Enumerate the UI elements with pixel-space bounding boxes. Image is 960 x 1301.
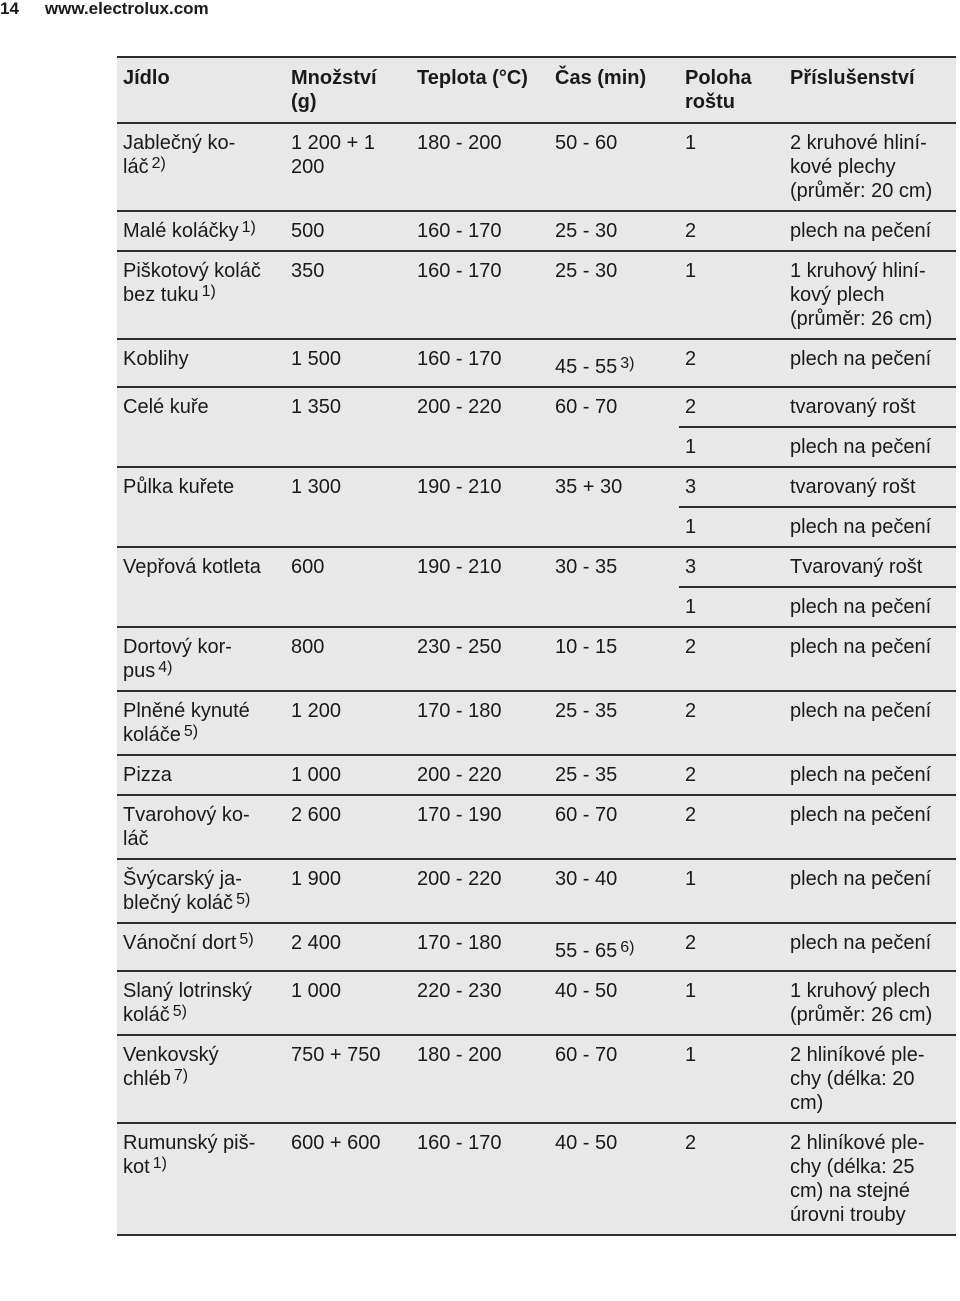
accessory-cell	[784, 123, 956, 211]
time-cell	[549, 467, 679, 547]
header-position: Poloha roštu	[685, 67, 752, 113]
food-cell	[117, 251, 285, 339]
table-row	[117, 467, 956, 507]
time-cell-text: 55 - 65	[555, 940, 618, 962]
food-footnote: 1)	[152, 1155, 167, 1172]
temperature-cell-text: 160 - 170	[417, 220, 502, 242]
time-cell	[549, 1123, 679, 1235]
position-cell	[679, 691, 784, 755]
food-cell-text: Vánoční dort	[123, 932, 237, 954]
position-cell	[679, 795, 784, 859]
page-url: www.electrolux.com	[44, 0, 209, 18]
food-cell	[117, 691, 285, 755]
food-cell	[117, 123, 285, 211]
food-cell-text: Slaný lotrinský koláč	[123, 980, 252, 1026]
food-cell-text: Malé koláčky	[123, 220, 239, 242]
accessory-cell-text: plech na pečení	[790, 516, 932, 538]
food-cell-text: Venkovský chléb	[123, 1044, 219, 1090]
position-cell	[679, 627, 784, 691]
time-cell	[549, 339, 679, 387]
position-cell	[679, 251, 784, 339]
table-row	[117, 755, 956, 795]
quantity-cell	[285, 339, 411, 387]
food-footnote: 5)	[239, 931, 254, 948]
food-cell	[117, 467, 285, 547]
table-row	[117, 795, 956, 859]
header-quantity: Množství (g)	[291, 67, 377, 113]
time-cell-text: 25 - 30	[555, 260, 618, 282]
position-cell	[679, 547, 784, 587]
table-row	[117, 211, 956, 251]
temperature-cell	[411, 795, 549, 859]
time-cell	[549, 691, 679, 755]
accessory-cell-text: 1 kruhový plech (průměr: 26 cm)	[790, 980, 933, 1026]
position-cell-text: 2	[685, 636, 697, 658]
quantity-cell	[285, 387, 411, 467]
accessory-cell	[784, 627, 956, 691]
food-cell-text: Celé kuře	[123, 396, 209, 418]
time-cell-text: 45 - 55	[555, 356, 618, 378]
temperature-cell-text: 160 - 170	[417, 1132, 502, 1154]
cooking-table	[117, 56, 956, 1236]
time-cell-text: 40 - 50	[555, 980, 618, 1002]
temperature-cell	[411, 923, 549, 971]
time-cell	[549, 251, 679, 339]
position-cell	[679, 123, 784, 211]
quantity-cell-text: 600	[291, 556, 325, 578]
time-cell	[549, 627, 679, 691]
accessory-cell-text: 2 hliníkové ple- chy (délka: 20 cm)	[790, 1044, 925, 1114]
position-cell-text: 2	[685, 700, 697, 722]
temperature-cell-text: 180 - 200	[417, 132, 502, 154]
food-cell-text: Rumunský piš- kot	[123, 1132, 256, 1178]
accessory-cell-text: plech na pečení	[790, 348, 932, 370]
food-footnote: 7)	[173, 1067, 189, 1084]
quantity-cell-text: 500	[291, 220, 325, 242]
food-cell-text: Plněné kynuté koláče	[123, 700, 250, 746]
food-cell-text: Pizza	[123, 764, 172, 786]
position-cell	[679, 339, 784, 387]
food-footnote: 5)	[172, 1003, 187, 1020]
header-food: Jídlo	[123, 67, 170, 89]
food-footnote: 4)	[158, 659, 173, 676]
accessory-cell	[784, 691, 956, 755]
food-footnote: 1)	[201, 283, 216, 300]
time-cell-text: 60 - 70	[555, 396, 618, 418]
temperature-cell	[411, 467, 549, 547]
food-cell-text: Koblihy	[123, 348, 189, 370]
accessory-cell	[784, 467, 956, 507]
food-cell	[117, 755, 285, 795]
position-cell	[679, 211, 784, 251]
time-cell-text: 40 - 50	[555, 1132, 618, 1154]
food-cell	[117, 1035, 285, 1123]
accessory-cell	[784, 859, 956, 923]
quantity-cell-text: 1 900	[291, 868, 342, 890]
quantity-cell-text: 1 300	[291, 476, 342, 498]
accessory-cell	[784, 387, 956, 427]
quantity-cell-text: 2 400	[291, 932, 342, 954]
position-cell-text: 2	[685, 804, 697, 826]
accessory-cell-text: 2 kruhové hliní- kové plechy (průměr: 20 cm)	[790, 132, 933, 202]
time-cell-text: 50 - 60	[555, 132, 618, 154]
table-row	[117, 1035, 956, 1123]
time-cell-text: 30 - 35	[555, 556, 618, 578]
temperature-cell	[411, 251, 549, 339]
temperature-cell	[411, 971, 549, 1035]
position-cell	[679, 971, 784, 1035]
position-cell-text: 1	[685, 436, 697, 458]
time-footnote: 6)	[620, 939, 635, 956]
food-cell	[117, 923, 285, 971]
position-cell-text: 2	[685, 348, 697, 370]
accessory-cell-text: tvarovaný rošt	[790, 476, 916, 498]
food-cell-text: Vepřová kotleta	[123, 556, 261, 578]
accessory-cell	[784, 923, 956, 971]
temperature-cell-text: 200 - 220	[417, 764, 502, 786]
position-cell-text: 1	[685, 596, 697, 618]
page-number: 14	[0, 0, 19, 18]
food-cell-text: Piškotový koláč bez tuku	[123, 260, 261, 306]
table-row	[117, 339, 956, 387]
quantity-cell-text: 600 + 600	[291, 1132, 381, 1154]
accessory-cell	[784, 587, 956, 627]
position-cell-text: 1	[685, 980, 697, 1002]
accessory-cell	[784, 251, 956, 339]
accessory-cell-text: plech na pečení	[790, 596, 932, 618]
table-row	[117, 859, 956, 923]
food-footnote: 2)	[151, 155, 166, 172]
position-cell-text: 2	[685, 764, 697, 786]
temperature-cell	[411, 755, 549, 795]
time-cell	[549, 387, 679, 467]
food-footnote: 1)	[241, 219, 256, 236]
time-cell-text: 25 - 30	[555, 220, 618, 242]
food-cell	[117, 971, 285, 1035]
time-cell-text: 60 - 70	[555, 804, 618, 826]
time-cell	[549, 755, 679, 795]
time-cell	[549, 971, 679, 1035]
temperature-cell	[411, 1035, 549, 1123]
food-cell	[117, 627, 285, 691]
temperature-cell-text: 220 - 230	[417, 980, 502, 1002]
position-cell	[679, 1035, 784, 1123]
time-cell	[549, 123, 679, 211]
position-cell-text: 3	[685, 556, 697, 578]
time-cell-text: 30 - 40	[555, 868, 618, 890]
time-cell-text: 25 - 35	[555, 700, 618, 722]
quantity-cell-text: 1 000	[291, 980, 342, 1002]
quantity-cell	[285, 691, 411, 755]
temperature-cell	[411, 627, 549, 691]
accessory-cell-text: tvarovaný rošt	[790, 396, 916, 418]
accessory-cell-text: Tvarovaný rošt	[790, 556, 923, 578]
header-temperature: Teplota (°C)	[417, 67, 528, 89]
accessory-cell-text: plech na pečení	[790, 636, 932, 658]
position-cell	[679, 859, 784, 923]
header-time: Čas (min)	[555, 67, 647, 89]
accessory-cell-text: plech na pečení	[790, 932, 932, 954]
accessory-cell	[784, 1123, 956, 1235]
temperature-cell	[411, 1123, 549, 1235]
position-cell	[679, 587, 784, 627]
food-cell	[117, 1123, 285, 1235]
accessory-cell	[784, 507, 956, 547]
quantity-cell-text: 1 000	[291, 764, 342, 786]
time-cell	[549, 795, 679, 859]
food-cell-text: Švýcarský ja- blečný koláč	[123, 868, 242, 914]
temperature-cell	[411, 339, 549, 387]
temperature-cell	[411, 547, 549, 627]
quantity-cell-text: 800	[291, 636, 325, 658]
food-cell-text: Dortový kor- pus	[123, 636, 232, 682]
food-cell	[117, 339, 285, 387]
quantity-cell-text: 1 350	[291, 396, 342, 418]
temperature-cell	[411, 211, 549, 251]
quantity-cell	[285, 1035, 411, 1123]
header-accessories: Příslušenství	[790, 67, 915, 89]
temperature-cell-text: 170 - 180	[417, 700, 502, 722]
quantity-cell-text: 2 600	[291, 804, 342, 826]
time-cell-text: 60 - 70	[555, 1044, 618, 1066]
position-cell-text: 2	[685, 396, 697, 418]
quantity-cell-text: 1 500	[291, 348, 342, 370]
time-cell	[549, 859, 679, 923]
position-cell-text: 2	[685, 932, 697, 954]
temperature-cell-text: 200 - 220	[417, 396, 502, 418]
food-footnote: 5)	[236, 891, 251, 908]
accessory-cell	[784, 339, 956, 387]
accessory-cell	[784, 211, 956, 251]
position-cell-text: 1	[685, 868, 697, 890]
quantity-cell	[285, 971, 411, 1035]
position-cell-text: 1	[685, 516, 697, 538]
page-header	[0, 0, 209, 20]
temperature-cell	[411, 387, 549, 467]
quantity-cell	[285, 251, 411, 339]
accessory-cell-text: plech na pečení	[790, 868, 932, 890]
time-cell-text: 10 - 15	[555, 636, 618, 658]
food-cell	[117, 211, 285, 251]
quantity-cell	[285, 627, 411, 691]
time-cell	[549, 547, 679, 627]
quantity-cell	[285, 923, 411, 971]
table-row	[117, 627, 956, 691]
temperature-cell-text: 170 - 190	[417, 804, 502, 826]
time-cell	[549, 211, 679, 251]
quantity-cell	[285, 123, 411, 211]
quantity-cell	[285, 547, 411, 627]
temperature-cell	[411, 123, 549, 211]
position-cell-text: 2	[685, 220, 697, 242]
temperature-cell-text: 200 - 220	[417, 868, 502, 890]
accessory-cell-text: 1 kruhový hliní- kový plech (průměr: 26 cm)	[790, 260, 933, 330]
temperature-cell-text: 170 - 180	[417, 932, 502, 954]
accessory-cell	[784, 755, 956, 795]
table-body	[117, 123, 956, 1235]
accessory-cell-text: 2 hliníkové ple- chy (délka: 25 cm) na stejné úrovni trouby	[790, 1132, 925, 1226]
accessory-cell-text: plech na pečení	[790, 436, 932, 458]
temperature-cell-text: 190 - 210	[417, 476, 502, 498]
temperature-cell-text: 230 - 250	[417, 636, 502, 658]
food-cell	[117, 547, 285, 627]
accessory-cell-text: plech na pečení	[790, 804, 932, 826]
quantity-cell	[285, 211, 411, 251]
quantity-cell	[285, 795, 411, 859]
time-cell	[549, 1035, 679, 1123]
position-cell	[679, 467, 784, 507]
food-cell	[117, 859, 285, 923]
table-row	[117, 923, 956, 971]
temperature-cell-text: 180 - 200	[417, 1044, 502, 1066]
time-cell-text: 35 + 30	[555, 476, 623, 498]
table-row	[117, 691, 956, 755]
table-row	[117, 971, 956, 1035]
temperature-cell-text: 160 - 170	[417, 348, 502, 370]
position-cell	[679, 427, 784, 467]
position-cell	[679, 755, 784, 795]
accessory-cell	[784, 795, 956, 859]
time-cell-text: 25 - 35	[555, 764, 618, 786]
position-cell	[679, 923, 784, 971]
temperature-cell	[411, 859, 549, 923]
accessory-cell-text: plech na pečení	[790, 764, 932, 786]
table-row	[117, 387, 956, 427]
position-cell-text: 2	[685, 1132, 697, 1154]
quantity-cell-text: 350	[291, 260, 325, 282]
food-cell-text: Tvarohový ko- láč	[123, 804, 250, 850]
food-cell	[117, 795, 285, 859]
quantity-cell	[285, 467, 411, 547]
position-cell-text: 1	[685, 132, 697, 154]
quantity-cell	[285, 859, 411, 923]
position-cell-text: 1	[685, 1044, 697, 1066]
table-row	[117, 1123, 956, 1235]
accessory-cell	[784, 971, 956, 1035]
food-cell-text: Půlka kuřete	[123, 476, 235, 498]
table-header-row	[117, 57, 956, 123]
time-footnote: 3)	[620, 355, 635, 372]
time-cell	[549, 923, 679, 971]
position-cell-text: 3	[685, 476, 697, 498]
quantity-cell-text: 750 + 750	[291, 1044, 381, 1066]
food-cell	[117, 387, 285, 467]
food-footnote: 5)	[183, 723, 199, 740]
table-row	[117, 547, 956, 587]
position-cell-text: 1	[685, 260, 697, 282]
position-cell	[679, 507, 784, 547]
quantity-cell-text: 1 200 + 1 200	[291, 132, 375, 178]
temperature-cell-text: 160 - 170	[417, 260, 502, 282]
food-cell-text: Jablečný ko- láč	[123, 132, 236, 178]
table-row	[117, 251, 956, 339]
quantity-cell	[285, 1123, 411, 1235]
temperature-cell-text: 190 - 210	[417, 556, 502, 578]
position-cell	[679, 1123, 784, 1235]
accessory-cell	[784, 1035, 956, 1123]
accessory-cell	[784, 547, 956, 587]
table-row	[117, 123, 956, 211]
position-cell	[679, 387, 784, 427]
quantity-cell	[285, 755, 411, 795]
temperature-cell	[411, 691, 549, 755]
accessory-cell-text: plech na pečení	[790, 220, 932, 242]
accessory-cell-text: plech na pečení	[790, 700, 932, 722]
accessory-cell	[784, 427, 956, 467]
quantity-cell-text: 1 200	[291, 700, 342, 722]
